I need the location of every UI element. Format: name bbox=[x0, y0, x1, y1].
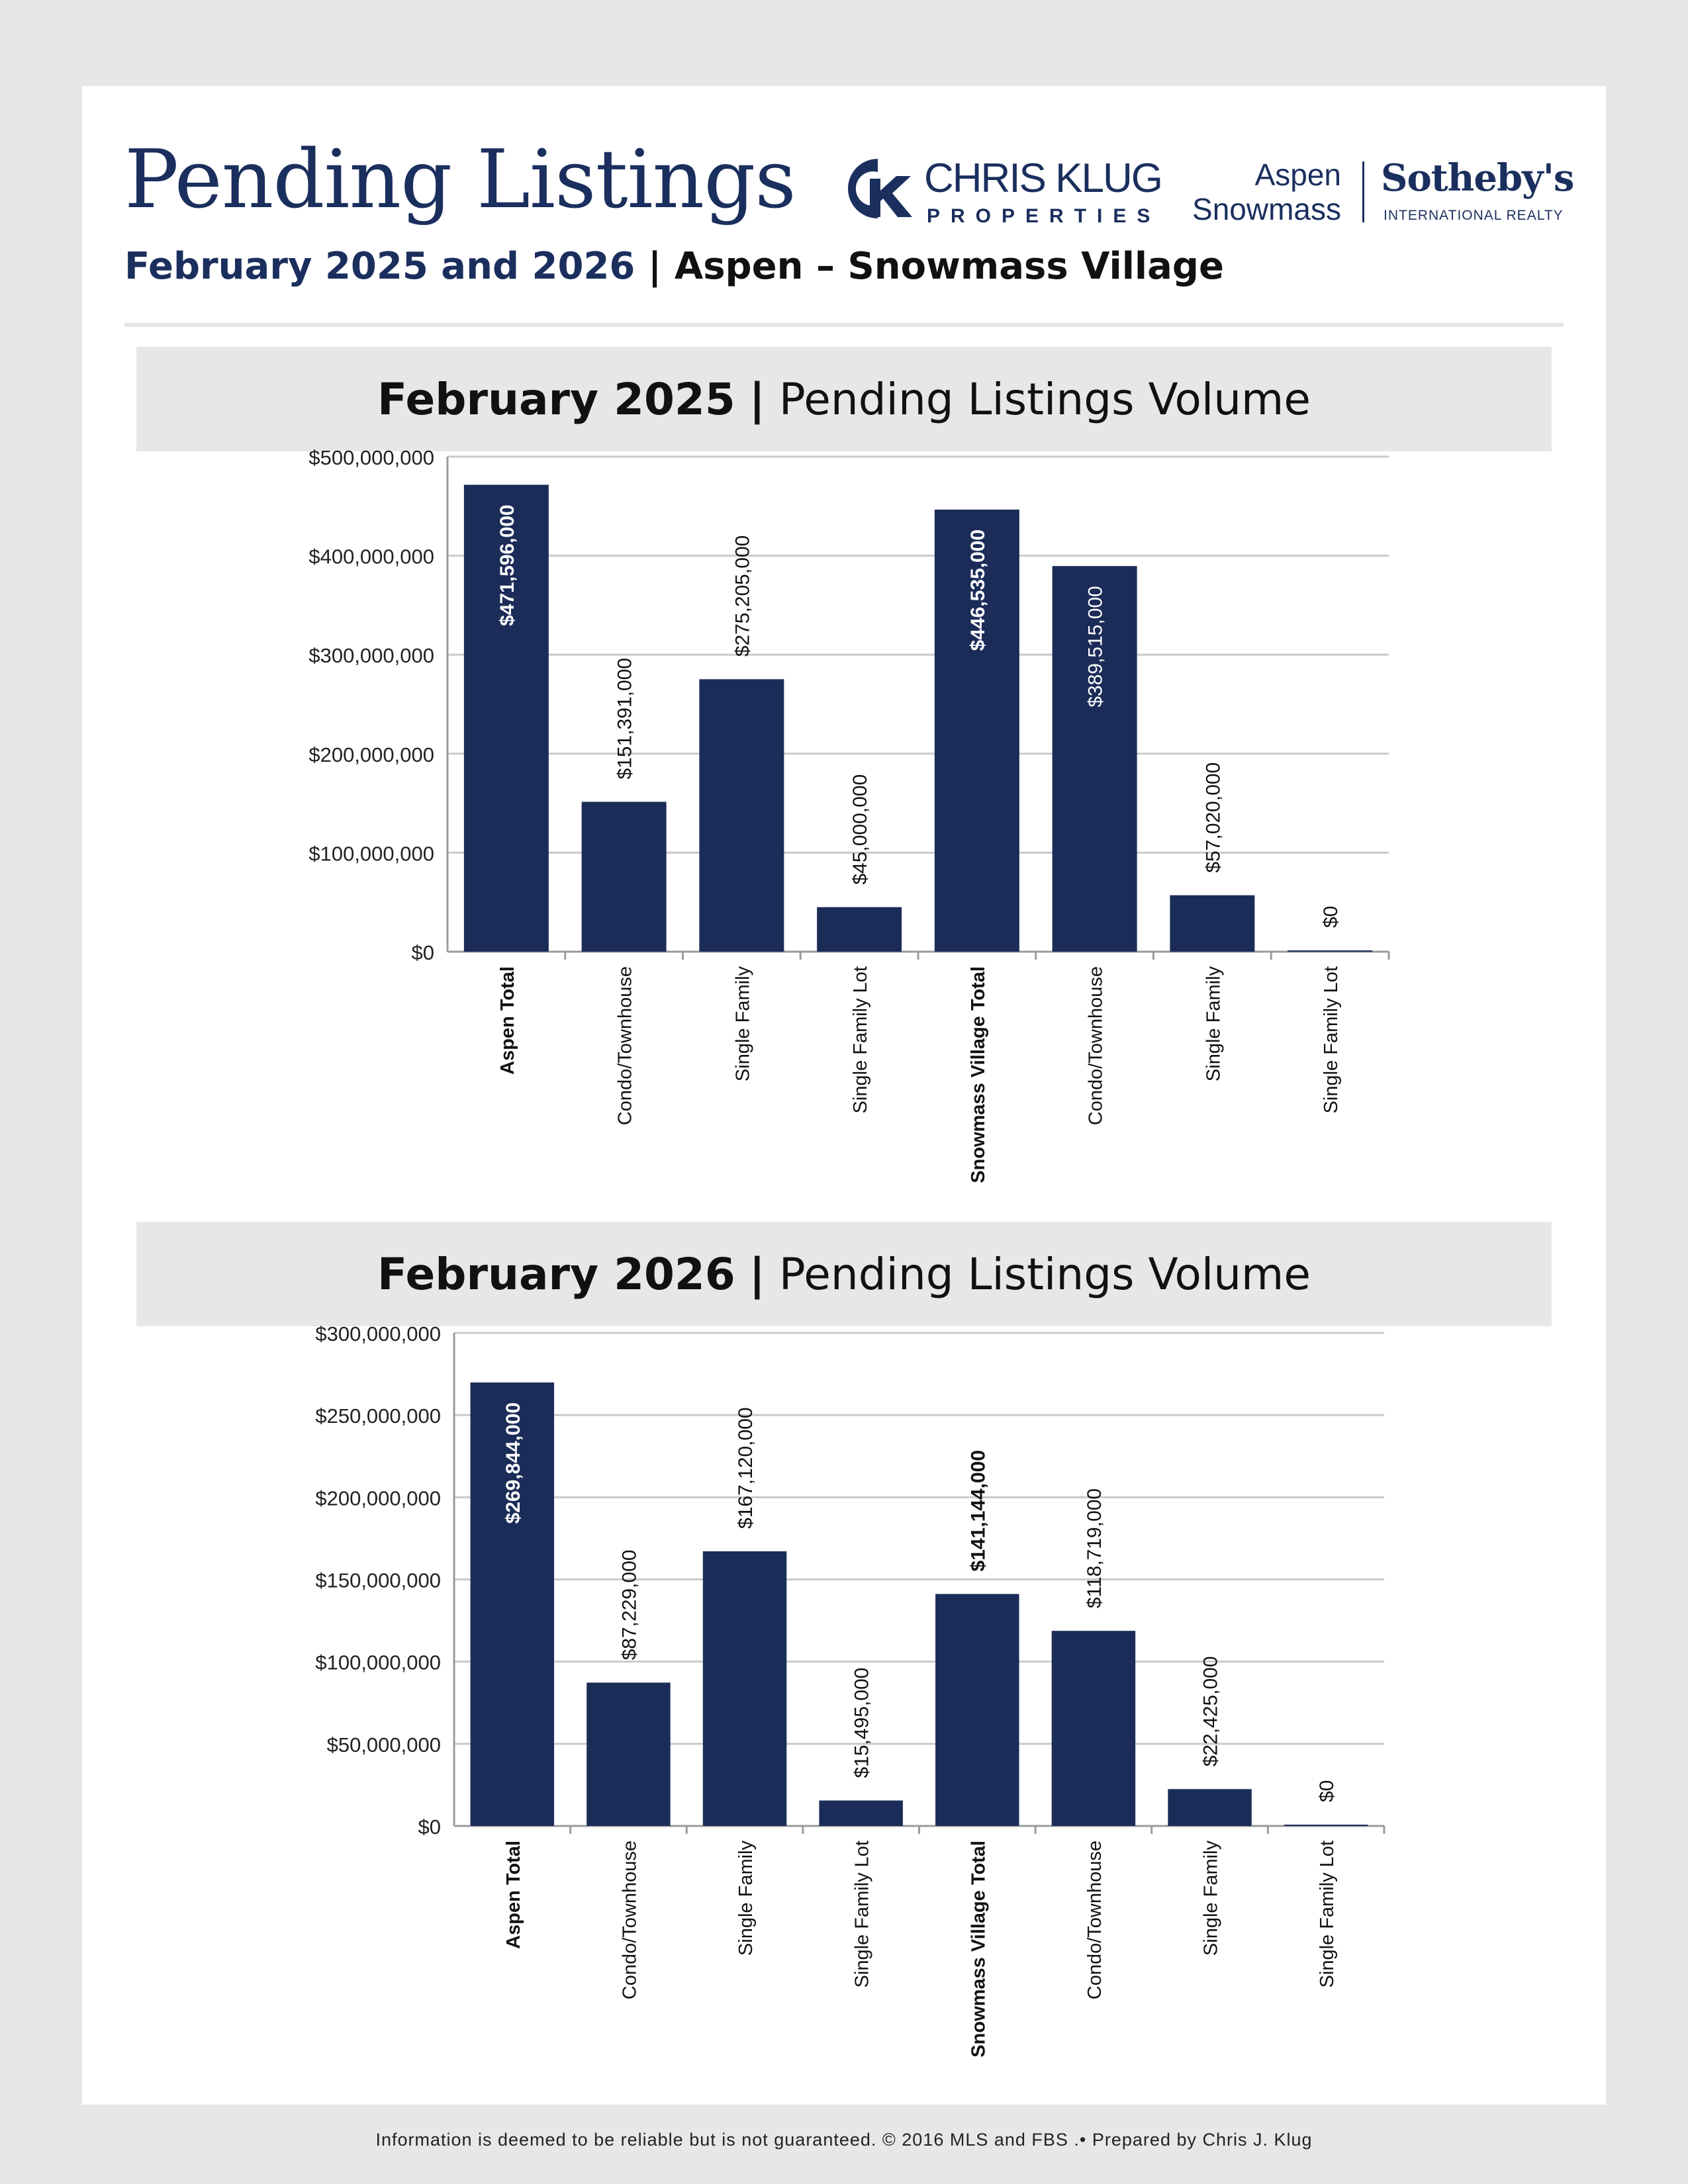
bar bbox=[586, 1682, 670, 1826]
y-tick-label: $300,000,000 bbox=[308, 644, 434, 668]
x-tick-label: Single Family Lot bbox=[1321, 966, 1342, 1114]
y-tick-label: $200,000,000 bbox=[308, 743, 434, 766]
y-tick-label: $0 bbox=[418, 1815, 441, 1839]
bar bbox=[703, 1551, 786, 1826]
sothebys-place bbox=[1192, 158, 1341, 226]
bar bbox=[1284, 1825, 1368, 1826]
subtitle-location: Aspen – Snowmass Village bbox=[674, 245, 1224, 288]
subtitle-period: February 2025 and 2026 bbox=[124, 245, 635, 288]
y-tick-label: $100,000,000 bbox=[308, 842, 434, 866]
x-tick-label: Single Family Lot bbox=[850, 966, 872, 1114]
chart-1-title-bold: February 2025 bbox=[377, 373, 735, 425]
ck-monogram-icon bbox=[831, 152, 917, 225]
bar bbox=[1288, 950, 1372, 952]
bar bbox=[699, 679, 784, 952]
data-label: $0 bbox=[1316, 1780, 1338, 1802]
data-label: $471,596,000 bbox=[496, 504, 518, 627]
logo-divider bbox=[1362, 161, 1364, 222]
y-tick-label: $500,000,000 bbox=[308, 446, 434, 469]
footer-disclaimer: Information is deemed to be reliable but is not guaranteed. © 2016 MLS and FBS .• Prepared by Chris J. Klug bbox=[375, 2130, 1313, 2150]
x-tick-label: Single Family bbox=[1200, 1841, 1222, 1956]
data-label: $15,495,000 bbox=[851, 1667, 873, 1778]
sothebys-place-1: Aspen bbox=[1254, 158, 1341, 192]
x-tick-label: Aspen Total bbox=[502, 1841, 524, 1949]
y-tick-label: $100,000,000 bbox=[315, 1651, 441, 1674]
page-title: Pending Listings bbox=[124, 132, 796, 226]
data-label: $151,391,000 bbox=[614, 658, 636, 780]
data-label: $167,120,000 bbox=[735, 1407, 757, 1529]
x-tick-label: Single Family Lot bbox=[851, 1841, 873, 1988]
x-tick-label: Snowmass Village Total bbox=[968, 1841, 990, 2058]
sothebys-name: Sotheby's bbox=[1381, 156, 1574, 200]
data-label: $269,844,000 bbox=[502, 1402, 524, 1524]
x-tick-label: Snowmass Village Total bbox=[967, 966, 989, 1183]
bar bbox=[935, 1594, 1019, 1826]
y-tick-label: $200,000,000 bbox=[315, 1486, 441, 1510]
report-page bbox=[82, 86, 1606, 2105]
chart-2-title-bold: February 2026 bbox=[377, 1248, 735, 1300]
ck-name: CHRIS KLUG bbox=[924, 156, 1162, 201]
sothebys-place-2: Snowmass bbox=[1192, 192, 1341, 226]
y-tick-label: $300,000,000 bbox=[315, 1322, 441, 1345]
x-tick-label: Single Family Lot bbox=[1317, 1841, 1338, 1988]
chart-1-title-rest: Pending Listings Volume bbox=[778, 373, 1311, 425]
bar bbox=[819, 1801, 902, 1826]
chart-feb-2026 bbox=[82, 1322, 1606, 2058]
x-tick-label: Single Family bbox=[735, 1841, 757, 1956]
chart-1-title bbox=[136, 347, 1552, 451]
x-tick-label: Condo/Townhouse bbox=[1084, 1841, 1105, 2000]
subtitle-separator: | bbox=[647, 245, 662, 288]
chris-klug-logo bbox=[831, 152, 1242, 238]
x-tick-label: Condo/Townhouse bbox=[619, 1841, 641, 2000]
bar bbox=[582, 802, 667, 952]
x-tick-label: Single Family bbox=[1203, 966, 1225, 1082]
bar bbox=[1168, 1789, 1251, 1826]
bar bbox=[1052, 1631, 1135, 1826]
ck-sub: PROPERTIES bbox=[927, 205, 1161, 227]
y-tick-label: $50,000,000 bbox=[326, 1733, 441, 1756]
data-label: $0 bbox=[1320, 905, 1342, 928]
y-tick-label: $400,000,000 bbox=[308, 545, 434, 569]
y-tick-label: $0 bbox=[411, 941, 434, 964]
data-label: $118,719,000 bbox=[1083, 1488, 1105, 1609]
y-tick-label: $150,000,000 bbox=[315, 1569, 441, 1592]
bar bbox=[1170, 895, 1254, 952]
chart-2-title-sep: | bbox=[749, 1248, 765, 1300]
sothebys-sub: INTERNATIONAL REALTY bbox=[1383, 208, 1564, 223]
x-tick-label: Condo/Townhouse bbox=[614, 966, 636, 1126]
page-subtitle bbox=[124, 245, 1224, 288]
chart-feb-2025 bbox=[82, 446, 1606, 1183]
data-label: $45,000,000 bbox=[849, 774, 872, 885]
data-label: $141,144,000 bbox=[967, 1449, 990, 1572]
x-tick-label: Aspen Total bbox=[496, 966, 518, 1075]
chart-1-title-sep: | bbox=[749, 373, 765, 425]
data-label: $275,205,000 bbox=[731, 535, 754, 657]
chart-2-title-rest: Pending Listings Volume bbox=[778, 1248, 1311, 1300]
bar bbox=[817, 907, 902, 952]
data-label: $22,425,000 bbox=[1199, 1656, 1222, 1767]
chart-2-title bbox=[136, 1222, 1552, 1326]
sothebys-logo bbox=[1189, 152, 1593, 238]
x-tick-label: Condo/Townhouse bbox=[1085, 966, 1107, 1126]
data-label: $389,515,000 bbox=[1084, 586, 1107, 707]
x-tick-label: Single Family bbox=[732, 966, 754, 1082]
header-divider bbox=[124, 323, 1564, 327]
data-label: $57,020,000 bbox=[1202, 762, 1225, 873]
data-label: $87,229,000 bbox=[618, 1549, 641, 1661]
data-label: $446,535,000 bbox=[966, 529, 989, 651]
y-tick-label: $250,000,000 bbox=[315, 1404, 441, 1428]
